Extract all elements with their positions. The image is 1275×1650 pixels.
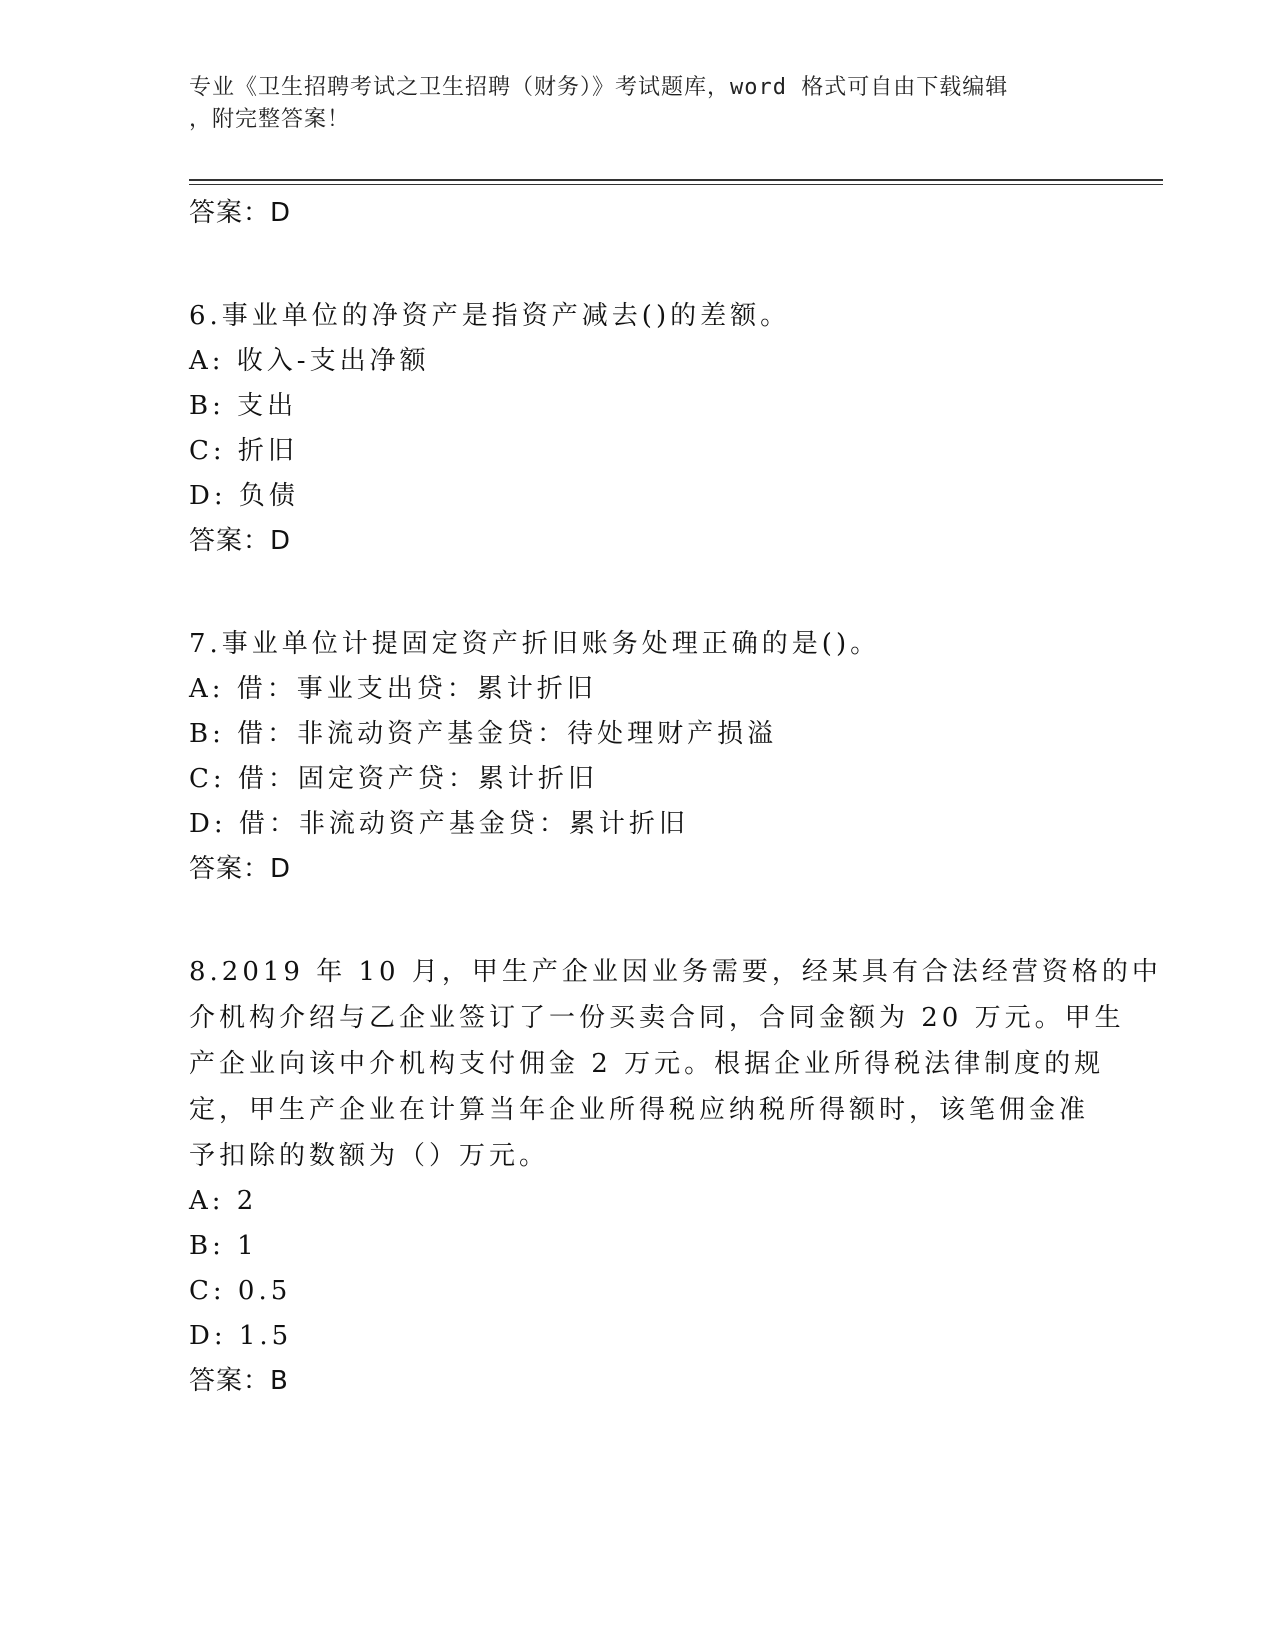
question-text: 6.事业单位的净资产是指资产减去()的差额。 [189,301,791,331]
answer-label: 答案：D [189,854,292,884]
option-a: A: 2 [189,1186,258,1216]
question-6 [189,293,1089,563]
option-b: B: 借：非流动资产基金贷：待处理财产损溢 [189,719,778,749]
option-d: D: 借：非流动资产基金贷：累计折旧 [189,809,689,839]
option-b: B: 1 [189,1231,258,1261]
option-b: B: 支出 [189,391,298,421]
option-d: D: 负债 [189,481,299,511]
option-a: A: 借：事业支出贷：累计折旧 [189,674,597,704]
question-text-line: 定，甲生产企业在计算当年企业所得税应纳税所得额时，该笔佣金准 [189,1095,1090,1125]
question-text-line: 8.2019 年 10 月，甲生产企业因业务需要，经某具有合法经营资格的中 [189,957,1162,987]
answer-label: 答案：B [189,1366,289,1396]
header-divider-thin [189,184,1163,185]
question-list [189,191,1162,1403]
option-c: C: 0.5 [189,1276,292,1306]
header-title-continuation: ，附完整答案！ [189,107,351,132]
header-divider-thick [189,179,1163,181]
question-text [189,949,1162,1179]
option-c: C: 借：固定资产贷：累计折旧 [189,764,598,794]
answer-label: 答案：D [189,526,292,556]
header-title-line: 专业《卫生招聘考试之卫生招聘（财务）》考试题库，word 格式可自由下载编辑 [189,75,1009,100]
previous-answer: 答案：D [189,198,292,228]
option-d: D: 1.5 [189,1321,293,1351]
question-text-line: 予扣除的数额为（）万元。 [189,1141,550,1171]
question-text-line: 介机构介绍与乙企业签订了一份买卖合同，合同金额为 20 万元。甲生 [189,1003,1125,1033]
option-a: A: 收入-支出净额 [189,346,430,376]
option-c: C: 折旧 [189,436,298,466]
question-text: 7.事业单位计提固定资产折旧账务处理正确的是()。 [189,629,881,659]
question-text-line: 产企业向该中介机构支付佣金 2 万元。根据企业所得税法律制度的规 [189,1049,1105,1079]
question-8 [189,949,1162,1403]
page-header [189,72,1089,136]
question-7 [189,621,1089,891]
